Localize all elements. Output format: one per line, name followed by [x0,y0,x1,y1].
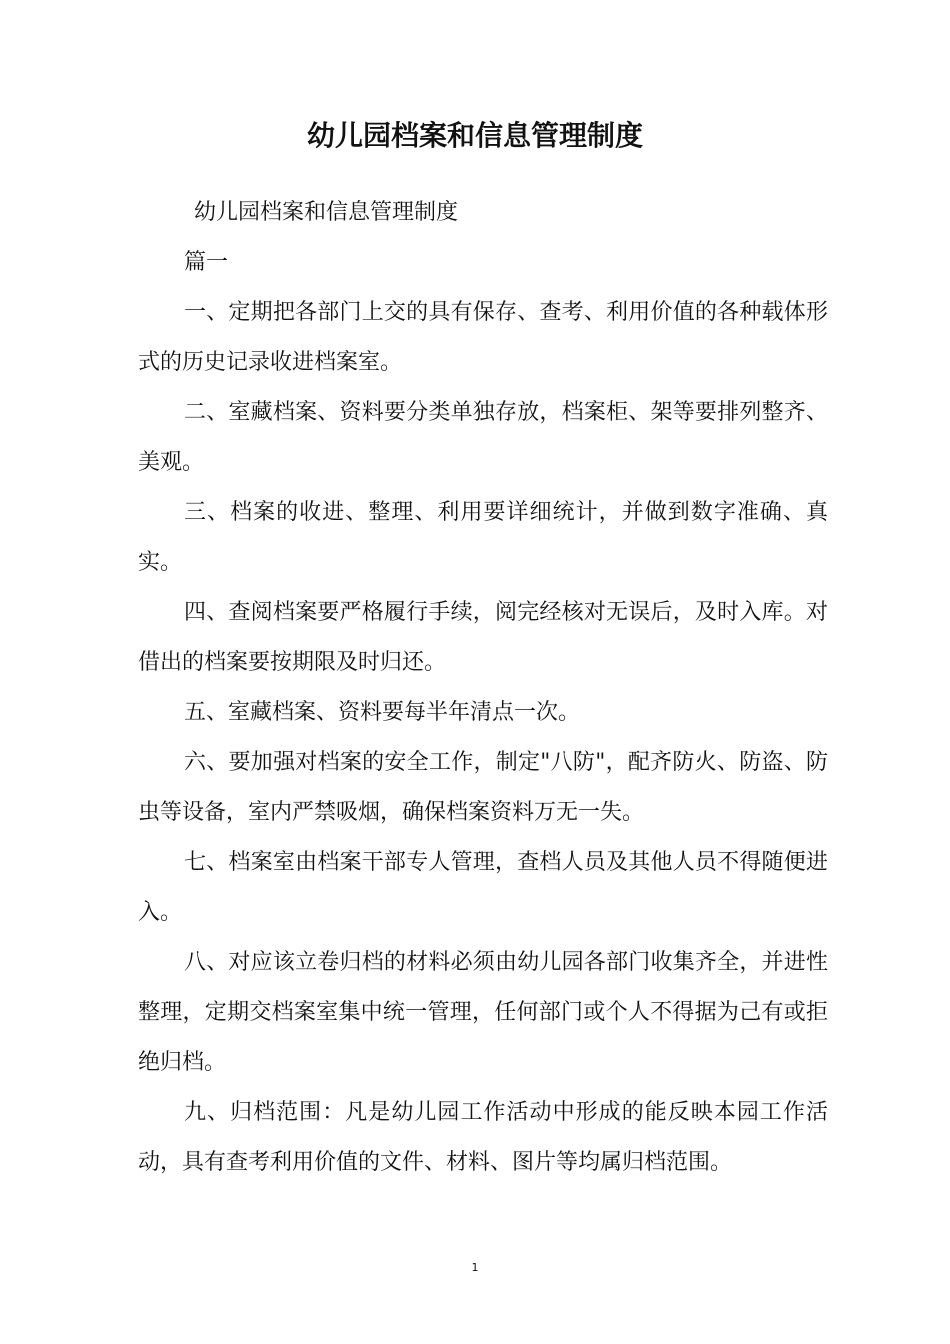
document-body [138,188,828,1188]
paragraph-3: 三、档案的收进、整理、利用要详细统计，并做到数字准确、真实。 [138,500,828,575]
paragraph-9: 九、归档范围：凡是幼儿园工作活动中形成的能反映本园工作活动，具有查考利用价值的文件、材料、图片等均属归档范围。 [138,1100,828,1175]
paragraph-7: 七、档案室由档案干部专人管理，查档人员及其他人员不得随便进入。 [138,850,828,925]
paragraph-4: 四、查阅档案要严格履行手续，阅完经核对无误后，及时入库。对借出的档案要按期限及时归还。 [138,600,828,675]
paragraph-1: 一、定期把各部门上交的具有保存、查考、利用价值的各种载体形式的历史记录收进档案室。 [138,300,828,375]
document-title: 幼儿园档案和信息管理制度 [306,119,643,152]
page-number: 1 [471,1261,479,1274]
paragraph-2: 二、室藏档案、资料要分类单独存放，档案柜、架等要排列整齐、美观。 [138,400,828,475]
paragraph-6: 六、要加强对档案的安全工作，制定"八防"，配齐防火、防盗、防虫等设备，室内严禁吸烟，确保档案资料万无一失。 [138,750,828,825]
paragraph-5: 五、室藏档案、资料要每半年清点一次。 [184,700,581,725]
paragraph-8: 八、对应该立卷归档的材料必须由幼儿园各部门收集齐全，并进性整理，定期交档案室集中统一管理，任何部门或个人不得据为己有或拒绝归档。 [138,950,828,1075]
section-heading: 篇一 [184,250,229,275]
document-subtitle: 幼儿园档案和信息管理制度 [194,200,459,225]
